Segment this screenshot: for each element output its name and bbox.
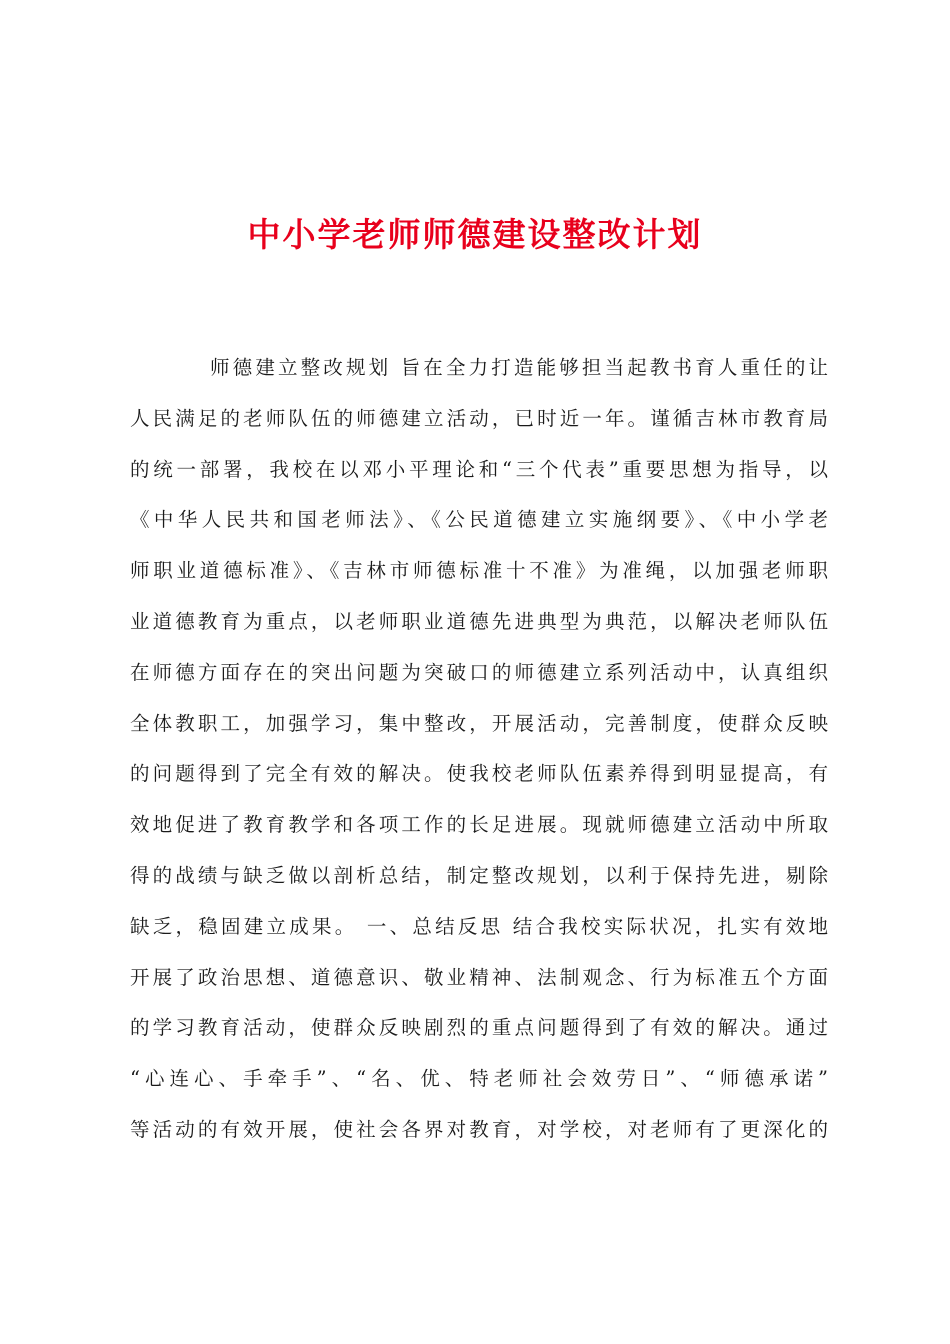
body-line: “心连心、手牵手”、“名、优、特老师社会效劳日”、“师德承诺” bbox=[130, 1067, 828, 1091]
document-title: 中小学老师师德建设整改计划 bbox=[247, 215, 703, 254]
body-line: 等活动的有效开展，使社会各界对教育，对学校，对老师有了更深化的 bbox=[130, 1117, 828, 1141]
body-line: 业道德教育为重点，以老师职业道德先进典型为典范，以解决老师队伍 bbox=[130, 609, 828, 633]
body-line: 的问题得到了完全有效的解决。使我校老师队伍素养得到明显提高，有 bbox=[130, 762, 828, 786]
body-line: 得的战绩与缺乏做以剖析总结，制定整改规划，以利于保持先进，剔除 bbox=[130, 863, 828, 887]
body-line: 的学习教育活动，使群众反映剧烈的重点问题得到了有效的解决。通过 bbox=[130, 1016, 828, 1040]
body-line: 师职业道德标准》、《吉林市师德标准十不准》为准绳，以加强老师职 bbox=[130, 559, 828, 583]
document-body bbox=[130, 343, 828, 1156]
body-line: 在师德方面存在的突出问题为突破口的师德建立系列活动中，认真组织 bbox=[130, 660, 828, 684]
body-line: 全体教职工，加强学习，集中整改，开展活动，完善制度，使群众反映 bbox=[130, 711, 828, 735]
body-line: 缺乏，稳固建立成果。 一、总结反思 结合我校实际状况，扎实有效地 bbox=[130, 914, 828, 938]
body-line: 效地促进了教育教学和各项工作的长足进展。现就师德建立活动中所取 bbox=[130, 813, 828, 837]
body-line: 人民满足的老师队伍的师德建立活动，已时近一年。谨循吉林市教育局 bbox=[130, 406, 828, 430]
body-line: 《中华人民共和国老师法》、《公民道德建立实施纲要》、《中小学老 bbox=[130, 508, 828, 532]
body-line: 师德建立整改规划 旨在全力打造能够担当起教书育人重任的让 bbox=[210, 356, 828, 379]
body-line: 开展了政治思想、道德意识、敬业精神、法制观念、行为标准五个方面 bbox=[130, 965, 828, 989]
body-line: 的统一部署，我校在以邓小平理论和“三个代表”重要思想为指导，以 bbox=[130, 457, 828, 481]
